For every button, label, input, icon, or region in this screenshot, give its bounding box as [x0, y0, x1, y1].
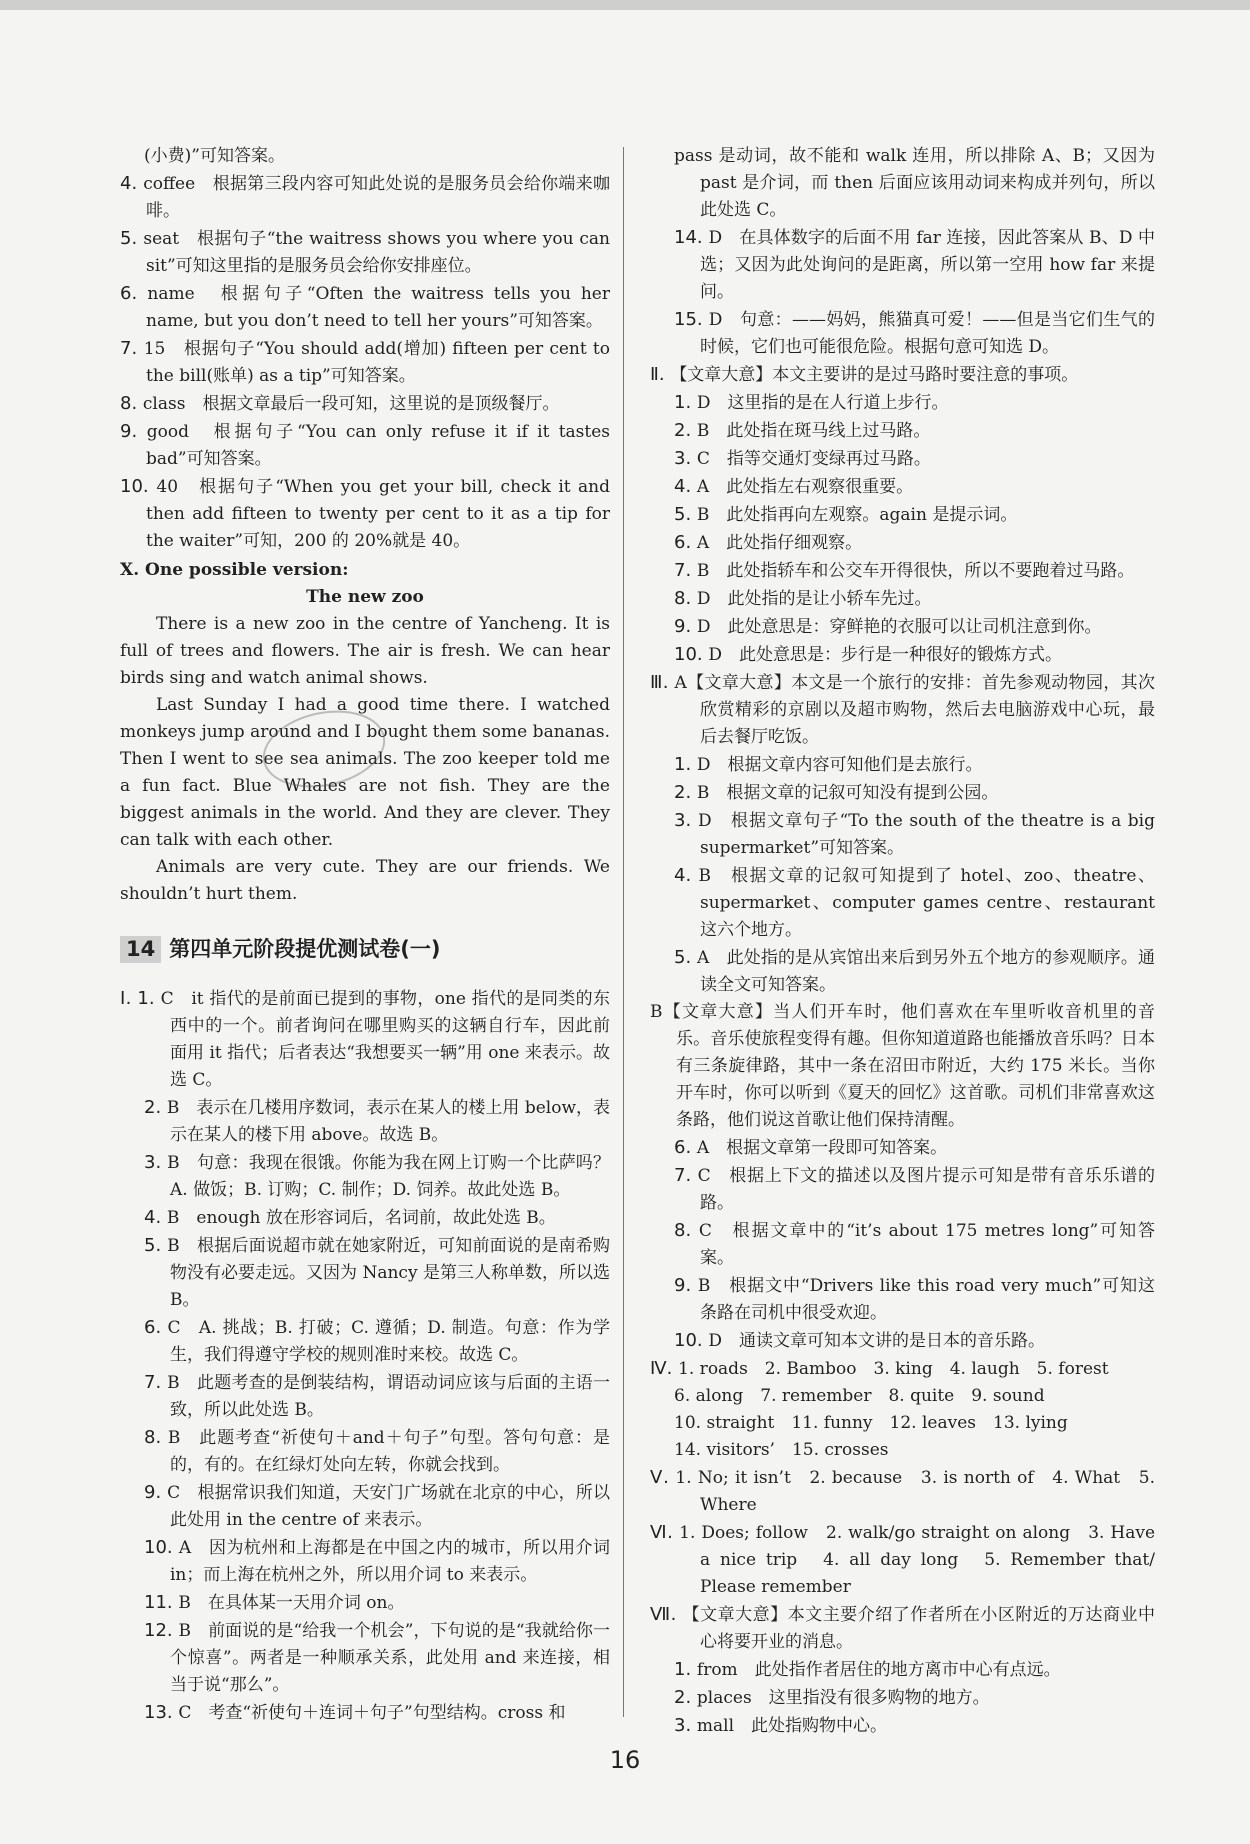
right-item-2	[650, 224, 1155, 306]
right-item-23	[650, 1162, 1155, 1217]
item-text: C 根据文章中的“it’s about 175 metres long”可知答案。	[698, 1221, 1155, 1268]
item-text: coffee 根据第三段内容可知此处说的是服务员会给你端来咖啡。	[143, 174, 610, 221]
item-number: 7.	[144, 1372, 168, 1393]
item-number: 8.	[674, 588, 697, 609]
top-edge	[0, 0, 1250, 10]
item-text: 14. visitors’ 15. crosses	[674, 1440, 889, 1460]
right-column	[650, 143, 1155, 1740]
right-item-25	[650, 1272, 1155, 1327]
item-number: 3.	[674, 1715, 697, 1736]
item-text: B 根据后面说超市就在她家附近，可知前面说的是南希购物没有必要走远。又因为 Nancy 是第三人称单数，所以选 B。	[167, 1236, 610, 1310]
item-text: D 句意：——妈妈，熊猫真可爱！——但是当它们生气的时候，它们也可能很危险。根据句意可知选 D。	[700, 310, 1155, 357]
left-line-5	[120, 335, 610, 390]
right-item-6	[650, 417, 1155, 445]
item-text: B 表示在几楼用序数词，表示在某人的楼上用 below，表示在某人的楼下用 above。故选 B。	[166, 1098, 610, 1145]
left-line-6	[120, 390, 610, 418]
left-item-9	[120, 1479, 610, 1534]
item-text: class 根据文章最后一段可知，这里说的是顶级餐厅。	[142, 394, 560, 414]
item-text: C A. 挑战；B. 打破；C. 遵循；D. 制造。句意：作为学生，我们得遵守学校的规则准时来校。故选 C。	[167, 1318, 610, 1365]
item-number: 4.	[144, 1207, 167, 1228]
item-text: B 句意：我现在很饿。你能为我在网上订购一个比萨吗？A. 做饭；B. 订购；C. 制作；D. 饲养。故此处选 B。	[167, 1153, 610, 1200]
left-item-7	[120, 1369, 610, 1424]
item-number: 6.	[120, 283, 148, 304]
right-item-26	[650, 1327, 1155, 1355]
right-item-19	[650, 862, 1155, 944]
item-text: 1. Does; follow 2. walk/go straight on along 3. Have a nice trip 4. all day long 5. Remember that/ Please remember	[679, 1523, 1156, 1597]
item-text: B 此题考查的是倒装结构，谓语动词应该与后面的主语一致，所以此处选 B。	[167, 1373, 610, 1420]
item-number: 4.	[674, 865, 699, 886]
left-column	[120, 143, 610, 1727]
right-item-3	[650, 306, 1155, 361]
item-text: D 根据文章句子“To the south of the theatre is a big supermarket”可知答案。	[698, 811, 1155, 858]
right-item-30	[650, 1437, 1155, 1464]
item-number: 3.	[674, 448, 697, 469]
item-text: A 因为杭州和上海都是在中国之内的城市，所以用介词 in；而上海在杭州之外，所以用介词 to 来表示。	[170, 1538, 610, 1585]
item-number: 7.	[674, 560, 697, 581]
right-item-21	[650, 999, 1155, 1134]
left-item-11	[120, 1589, 610, 1617]
left-item-13	[120, 1699, 610, 1727]
item-text: from 此处指作者居住的地方离市中心有点远。	[696, 1660, 1061, 1680]
right-item-32	[650, 1519, 1155, 1601]
item-text: B【文章大意】当人们开车时，他们喜欢在车里听收音机里的音乐。音乐使旅程变得有趣。但你知道道路也能播放音乐吗？日本有三条旋律路，其中一条在沼田市附近，大约 175 米长。当你开车时，你可以听到《夏天的回忆》这首歌。司机们非常喜欢这条路，他们说这首歌让他们保持清醒。	[650, 1002, 1155, 1130]
item-text: C 根据上下文的描述以及图片提示可知是带有音乐乐谱的路。	[697, 1166, 1155, 1213]
item-number: 1.	[674, 1659, 697, 1680]
item-number: 5.	[120, 228, 144, 249]
left-item-12	[120, 1617, 610, 1699]
item-number: 10.	[674, 644, 709, 665]
item-number: 14.	[674, 227, 709, 248]
right-item-31	[650, 1464, 1155, 1519]
item-number: 6.	[674, 1137, 697, 1158]
left-item-1	[120, 985, 610, 1094]
essay-paragraph-1: There is a new zoo in the centre of Yancheng. It is full of trees and flowers. The air is fresh. We can hear birds sing and watch animal shows.	[120, 614, 610, 688]
item-text: B 此处指轿车和公交车开得很快，所以不要跑着过马路。	[696, 561, 1135, 581]
item-number: 5.	[674, 947, 698, 968]
left-item-6	[120, 1314, 610, 1369]
item-text: B 在具体某一天用介词 on。	[178, 1593, 405, 1613]
right-item-24	[650, 1217, 1155, 1272]
item-text: A【文章大意】本文是一个旅行的安排：首先参观动物园，其次欣赏精彩的京剧以及超市购物，然后去电脑游戏中心玩，最后去餐厅吃饭。	[674, 673, 1156, 747]
right-item-27	[650, 1355, 1155, 1383]
right-item-36	[650, 1712, 1155, 1740]
item-text: C it 指代的是前面已提到的事物，one 指代的是同类的东西中的一个。前者询问在哪里购买的这辆自行车，因此前面用 it 指代；后者表达“我想要买一辆”用 one 来表示。故选 C。	[160, 989, 610, 1090]
column-divider	[623, 147, 624, 1717]
item-text: C 考查“祈使句＋连词＋句子”句型结构。cross 和	[178, 1703, 566, 1723]
essay-title: The new zoo	[306, 587, 424, 607]
right-item-17	[650, 779, 1155, 807]
right-item-28	[650, 1383, 1155, 1410]
item-text: 40 根据句子“When you get your bill, check it and then add fifteen to twenty per cent to it as a tip for the waiter”可知，200 的 20%就是 40。	[146, 477, 610, 551]
left-line-2	[120, 170, 610, 225]
item-text: B 根据文章的记叙可知没有提到公园。	[696, 783, 999, 803]
item-text: 10. straight 11. funny 12. leaves 13. lying	[674, 1413, 1068, 1433]
right-item-20	[650, 944, 1155, 999]
item-text: B 此处指再向左观察。again 是提示词。	[696, 505, 1018, 525]
item-text: name 根据句子“Often the waitress tells you her name, but you don’t need to tell her yours”可知答案。	[146, 284, 610, 331]
item-number: 4.	[674, 476, 697, 497]
left-line-3	[120, 225, 610, 280]
item-number: 15.	[674, 309, 709, 330]
right-item-33	[650, 1601, 1155, 1656]
right-item-29	[650, 1410, 1155, 1437]
left-line-4	[120, 280, 610, 335]
item-number: 8.	[674, 1220, 699, 1241]
item-text: B 根据文章的记叙可知提到了 hotel、zoo、theatre、supermarket、computer games centre、restaurant 这六个地方。	[698, 866, 1155, 940]
item-number: 8.	[120, 393, 143, 414]
right-item-5	[650, 389, 1155, 417]
item-text: 【文章大意】本文主要介绍了作者所在小区附近的万达商业中心将要开业的消息。	[682, 1605, 1155, 1652]
item-number: 5.	[674, 504, 697, 525]
item-text: B 前面说的是“给我一个机会”，下句说的是“我就给你一个惊喜”。两者是一种顺承关系，此处用 and 来连接，相当于说“那么”。	[170, 1621, 610, 1695]
item-number: 2.	[144, 1097, 167, 1118]
item-text: places 这里指没有很多购物的地方。	[696, 1688, 990, 1708]
left-answer-lines	[120, 143, 610, 555]
item-text: C 根据常识我们知道，天安门广场就在北京的中心，所以此处用 in the centre of 来表示。	[167, 1483, 610, 1530]
item-number: Ⅰ. 1.	[120, 988, 161, 1009]
item-number: 10.	[120, 476, 157, 497]
item-text: B 根据文中“Drivers like this road very much”可知这条路在司机中很受欢迎。	[697, 1276, 1156, 1323]
essay-paragraph-3: Animals are very cute. They are our friends. We shouldn’t hurt them.	[120, 857, 610, 904]
item-number: 12.	[144, 1620, 179, 1641]
right-item-12	[650, 585, 1155, 613]
right-item-34	[650, 1656, 1155, 1684]
right-item-8	[650, 473, 1155, 501]
item-text: D 在具体数字的后面不用 far 连接，因此答案从 B、D 中选；又因为此处询问的是距离，所以第一空用 how far 来提问。	[700, 228, 1156, 302]
item-text: B 此题考查“祈使句＋and＋句子”句型。答句句意：是的，有的。在红绿灯处向左转，你就会找到。	[167, 1428, 610, 1475]
item-number: Ⅵ.	[650, 1522, 680, 1543]
item-number: 2.	[674, 782, 697, 803]
left-item-8	[120, 1424, 610, 1479]
item-number: Ⅱ.	[650, 364, 671, 385]
item-number: 7.	[674, 1165, 698, 1186]
item-text: mall 此处指购物中心。	[696, 1716, 888, 1736]
item-text: B enough 放在形容词后，名词前，故此处选 B。	[166, 1208, 556, 1228]
right-item-15	[650, 669, 1155, 751]
item-number: 3.	[674, 810, 699, 831]
item-text: A 根据文章第一段即可知答案。	[696, 1138, 948, 1158]
item-number: 9.	[674, 616, 697, 637]
right-item-13	[650, 613, 1155, 641]
item-text: D 此处意思是：步行是一种很好的锻炼方式。	[708, 645, 1062, 665]
item-text: 15 根据句子“You should add(增加) fifteen per cent to the bill(账单) as a tip”可知答案。	[143, 339, 610, 386]
item-number: 11.	[144, 1592, 179, 1613]
item-text: D 此处意思是：穿鲜艳的衣服可以让司机注意到你。	[696, 617, 1102, 637]
item-number: 2.	[674, 1687, 697, 1708]
item-number: 13.	[144, 1702, 179, 1723]
item-number: 7.	[120, 338, 144, 359]
item-number: 5.	[144, 1235, 168, 1256]
left-item-5	[120, 1232, 610, 1314]
right-item-18	[650, 807, 1155, 862]
item-text: good 根据句子“You can only refuse it if it tastes bad”可知答案。	[146, 422, 610, 469]
right-item-1	[650, 143, 1155, 224]
section-number-badge: 14	[120, 936, 161, 963]
item-number: 10.	[674, 1330, 709, 1351]
item-number: 9.	[120, 421, 147, 442]
item-number: Ⅶ.	[650, 1604, 683, 1625]
item-text: A 此处指的是从宾馆出来后到另外五个地方的参观顺序。通读全文可知答案。	[697, 948, 1155, 995]
left-line-7	[120, 418, 610, 473]
essay-label: Ⅹ. One possible version:	[120, 560, 349, 580]
item-number: 6.	[144, 1317, 168, 1338]
item-text: (小费)”可知答案。	[144, 146, 285, 166]
item-text: D 此处指的是让小轿车先过。	[696, 589, 932, 609]
item-number: 4.	[120, 173, 144, 194]
item-text: D 这里指的是在人行道上步行。	[696, 393, 949, 413]
item-text: D 通读文章可知本文讲的是日本的音乐路。	[708, 1331, 1045, 1351]
item-number: 1.	[674, 392, 697, 413]
item-number: 2.	[674, 420, 697, 441]
right-item-11	[650, 557, 1155, 585]
item-number: 10.	[144, 1537, 179, 1558]
right-item-9	[650, 501, 1155, 529]
left-item-3	[120, 1149, 610, 1204]
item-number: 3.	[144, 1152, 168, 1173]
item-number: Ⅳ.	[650, 1358, 679, 1379]
item-text: D 根据文章内容可知他们是去旅行。	[696, 755, 983, 775]
left-section-items	[120, 985, 610, 1727]
right-item-35	[650, 1684, 1155, 1712]
item-number: Ⅲ.	[650, 672, 675, 693]
left-line-1	[120, 143, 610, 170]
right-item-10	[650, 529, 1155, 557]
item-text: A 此处指左右观察很重要。	[696, 477, 914, 497]
right-item-16	[650, 751, 1155, 779]
item-number: 9.	[144, 1482, 168, 1503]
left-item-10	[120, 1534, 610, 1589]
item-text: pass 是动词，故不能和 walk 连用，所以排除 A、B；又因为 past 是介词，而 then 后面应该用动词来构成并列句，所以此处选 C。	[674, 146, 1155, 220]
item-text: A 此处指仔细观察。	[696, 533, 863, 553]
item-number: 8.	[144, 1427, 168, 1448]
item-text: B 此处指在斑马线上过马路。	[696, 421, 931, 441]
item-text: C 指等交通灯变绿再过马路。	[696, 449, 931, 469]
right-answer-lines	[650, 143, 1155, 1740]
item-number: 6.	[674, 532, 697, 553]
left-item-4	[120, 1204, 610, 1232]
essay-paragraph-2: Last Sunday I had a good time there. I watched monkeys jump around and I bought them some bananas. Then I went to see sea animals. The zoo keeper told me a fun fact. Blue Whales are not fish. They are the biggest animals in the world. And they are clever. They can talk with each other.	[120, 695, 610, 850]
item-text: 【文章大意】本文主要讲的是过马路时要注意的事项。	[670, 365, 1079, 385]
item-text: seat 根据句子“the waitress shows you where you can sit”可知这里指的是服务员会给你安排座位。	[143, 229, 610, 276]
item-number: 9.	[674, 1275, 698, 1296]
right-item-14	[650, 641, 1155, 669]
item-number: 1.	[674, 754, 697, 775]
item-text: 1. roads 2. Bamboo 3. king 4. laugh 5. forest	[678, 1359, 1109, 1379]
right-item-22	[650, 1134, 1155, 1162]
left-line-8	[120, 473, 610, 555]
item-text: 1. No; it isn’t 2. because 3. is north of 4. What 5. Where	[675, 1468, 1155, 1515]
left-item-2	[120, 1094, 610, 1149]
section-heading	[120, 936, 610, 963]
page-number: 16	[609, 1746, 641, 1774]
section-title: 第四单元阶段提优测试卷(一)	[169, 937, 441, 961]
right-item-4	[650, 361, 1155, 389]
item-text: 6. along 7. remember 8. quite 9. sound	[674, 1386, 1045, 1406]
right-item-7	[650, 445, 1155, 473]
item-number: Ⅴ.	[650, 1467, 676, 1488]
